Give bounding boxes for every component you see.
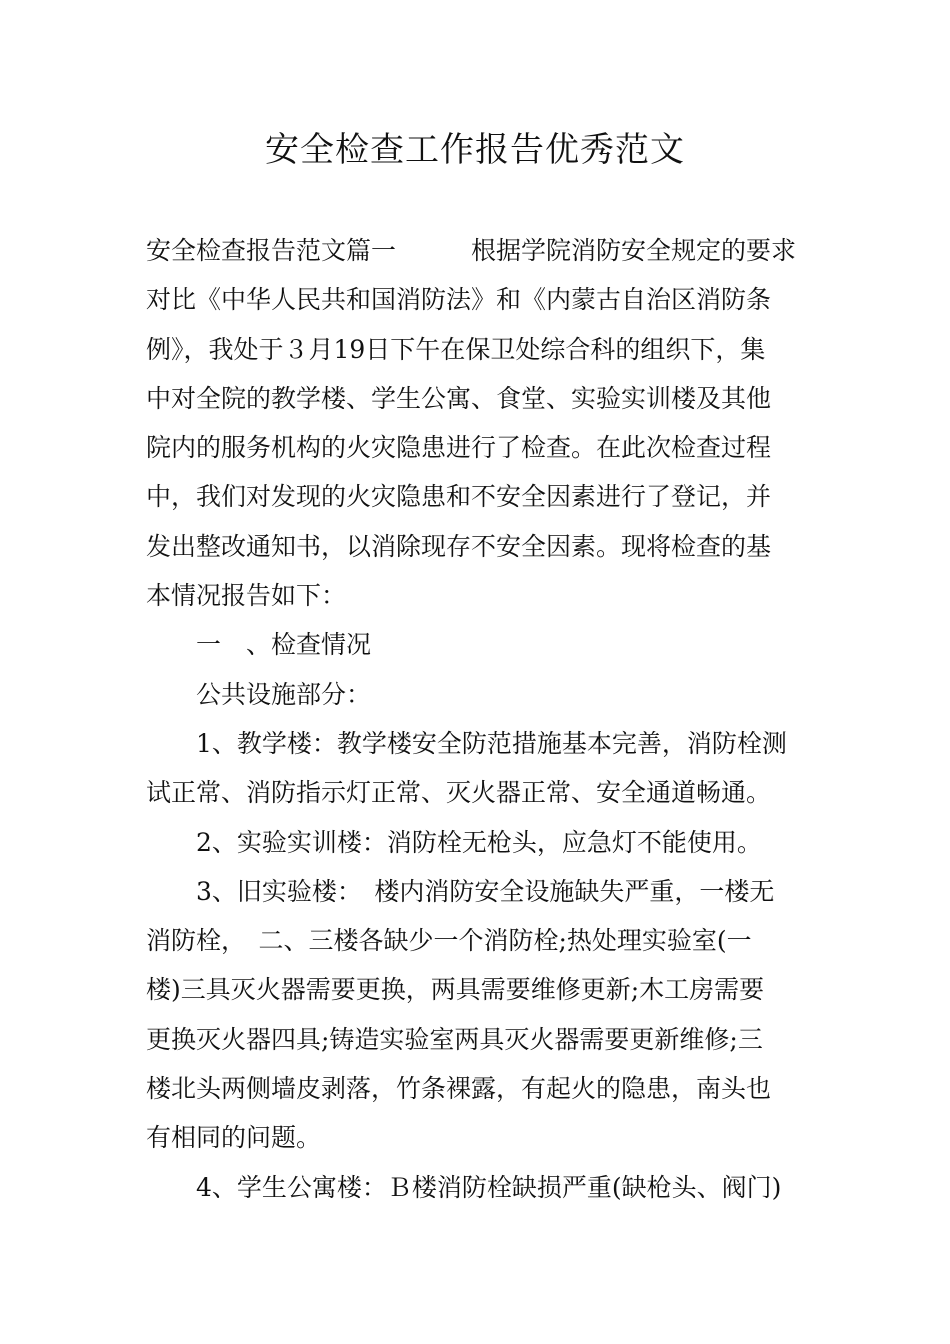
text-line: 楼)三具灭火器需要更换，两具需要维修更新;木工房需要 [146, 975, 765, 1005]
text-line: 中，我们对发现的火灾隐患和不安全因素进行了登记，并 [146, 482, 772, 512]
text-line: 消防栓， 二、三楼各缺少一个消防栓;热处理实验室(一 [146, 926, 752, 956]
text-line: 例》，我处于３月19日下午在保卫处综合科的组织下，集 [146, 334, 766, 364]
text-line: 院内的服务机构的火灾隐患进行了检查。在此次检查过程 [146, 433, 772, 463]
text-line: 1、教学楼：教学楼安全防范措施基本完善，消防栓测 [196, 728, 787, 758]
text-line: 本情况报告如下： [146, 581, 347, 611]
document-title: 安全检查工作报告优秀范文 [265, 130, 685, 170]
text-line: 对比《中华人民共和国消防法》和《内蒙古自治区消防条 [146, 285, 772, 315]
text-line: 试正常、消防指示灯正常、灭火器正常、安全通道畅通。 [146, 778, 772, 808]
text-line: 安全检查报告范文篇一 根据学院消防安全规定的要求 [146, 236, 797, 265]
text-line: 更换灭火器四具;铸造实验室两具灭火器需要更新维修;三 [146, 1024, 763, 1054]
text-line: 2、实验实训楼：消防栓无枪头，应急灯不能使用。 [196, 827, 762, 857]
text-line: 楼北头两侧墙皮剥落，竹条裸露，有起火的隐患，南头也 [146, 1074, 772, 1104]
text-line: 3、旧实验楼： 楼内消防安全设施缺失严重，一楼无 [196, 876, 775, 906]
text-line: 中对全院的教学楼、学生公寓、食堂、实验实训楼及其他 [146, 383, 772, 413]
text-line: 4、学生公寓楼：Ｂ楼消防栓缺损严重(缺枪头、阀门) [196, 1172, 782, 1202]
subsection-heading: 公共设施部分： [196, 679, 372, 709]
section-heading: 一 、检查情况 [196, 630, 372, 660]
text-line: 发出整改通知书，以消除现存不安全因素。现将检查的基 [146, 531, 772, 561]
text-line: 有相同的问题。 [146, 1123, 322, 1153]
document-body [146, 226, 806, 1212]
